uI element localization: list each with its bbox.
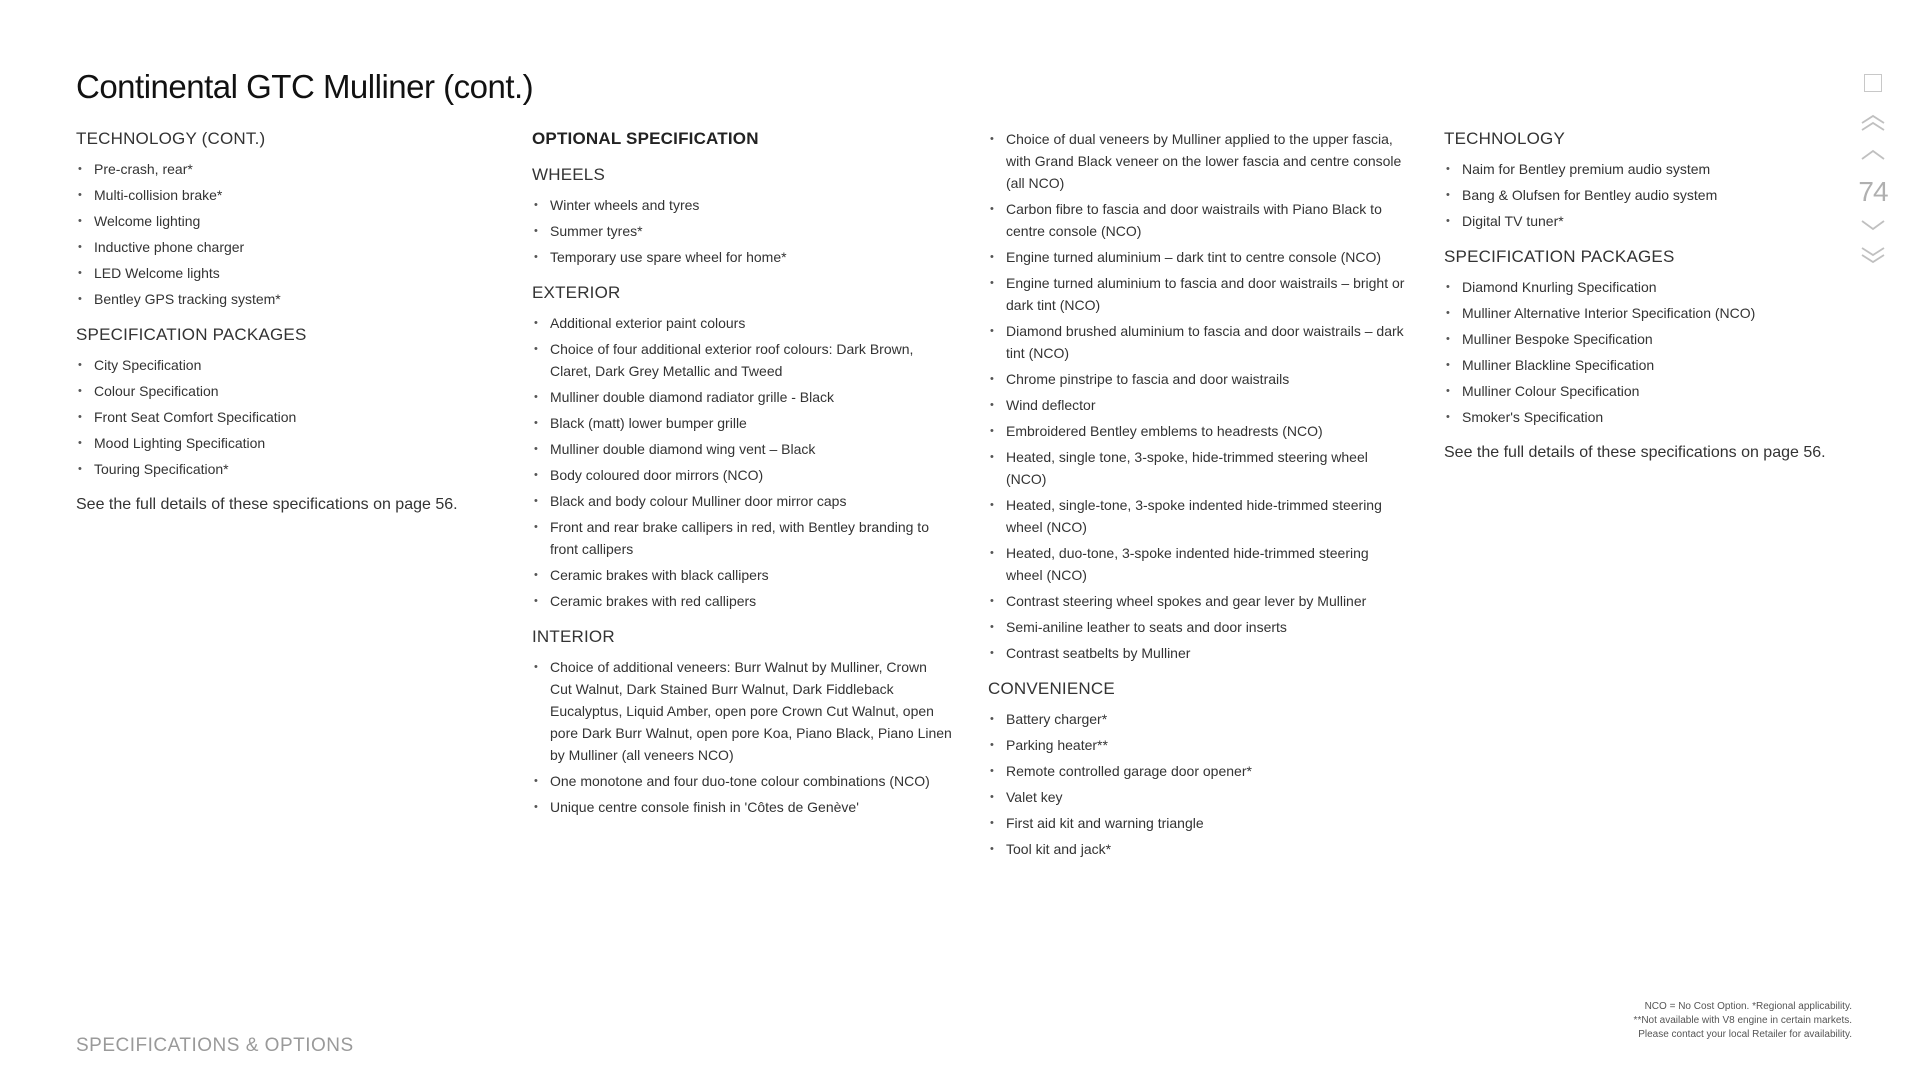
list-item [988,128,1408,194]
wheels-section [532,164,952,268]
bullet-icon: • [990,713,994,725]
chevron-up-icon[interactable] [1859,148,1887,162]
list-item [988,760,1408,782]
list-item [988,642,1408,664]
interior-section [532,626,952,818]
list-item [532,338,952,382]
list-item [988,838,1408,860]
bullet-icon: • [990,739,994,751]
list-item-text: Unique centre console finish in 'Côtes de Genève' [550,799,859,815]
bullet-icon: • [534,569,538,581]
list-item [76,236,496,258]
list-item-text: Contrast steering wheel spokes and gear lever by Mulliner [1006,593,1367,609]
list-item [532,564,952,586]
section-heading: CONVENIENCE [988,679,1115,698]
bullet-icon: • [534,199,538,211]
bullet-list [76,158,496,310]
list-item-text: Valet key [1006,789,1063,805]
list-item-text: Choice of additional veneers: Burr Walnut by Mulliner, Crown Cut Walnut, Dark Stained Burr Walnut, Dark Fiddleback Eucalyptus, Liquid Amber, open pore Crown Cut Walnut, open pore Dark Burr Walnut, open pore Koa, Piano Black, Piano Linen by Mulliner (all veneers NCO) [550,659,952,763]
bullet-icon: • [990,451,994,463]
column-4 [1444,128,1884,464]
chevron-down-icon[interactable] [1859,218,1887,232]
list-item-text: Parking heater** [1006,737,1108,753]
list-item [988,812,1408,834]
bullet-icon: • [78,385,82,397]
bullet-icon: • [1446,359,1450,371]
bullet-list [76,354,496,480]
list-item-text: One monotone and four duo-tone colour combinations (NCO) [550,773,930,789]
bullet-icon: • [1446,281,1450,293]
double-chevron-down-icon[interactable] [1859,246,1887,264]
exterior-section [532,282,952,612]
list-item [1444,406,1884,428]
column-1 [76,128,496,516]
bullet-icon: • [78,437,82,449]
section-heading: INTERIOR [532,627,615,646]
bullet-icon: • [990,325,994,337]
section-heading: EXTERIOR [532,283,621,302]
list-item [988,590,1408,612]
list-item-text: Mood Lighting Specification [94,435,266,451]
list-item [532,386,952,408]
technology-cont-section [76,128,496,310]
bullet-list [1444,158,1884,232]
bullet-icon: • [534,443,538,455]
bullet-icon: • [534,391,538,403]
list-item-text: Chrome pinstripe to fascia and door waistrails [1006,371,1290,387]
section-heading: TECHNOLOGY [1444,129,1566,148]
bullet-icon: • [534,775,538,787]
list-item-text: First aid kit and warning triangle [1006,815,1204,831]
list-item [988,320,1408,364]
double-chevron-up-icon[interactable] [1859,114,1887,132]
list-item [532,656,952,766]
list-item-text: Heated, single tone, 3-spoke, hide-trimmed steering wheel (NCO) [1006,449,1368,487]
list-item [76,380,496,402]
bullet-icon: • [78,163,82,175]
bullet-icon: • [534,469,538,481]
list-item-text: Remote controlled garage door opener* [1006,763,1252,779]
list-item [1444,210,1884,232]
specification-packages-section [1444,246,1884,428]
list-item-text: Contrast seatbelts by Mulliner [1006,645,1191,661]
section-heading: SPECIFICATION PACKAGES [76,325,307,344]
convenience-section [988,678,1408,860]
bullet-icon: • [990,133,994,145]
list-item [1444,184,1884,206]
list-item-text: Touring Specification* [94,461,229,477]
bullet-icon: • [78,215,82,227]
list-item [1444,158,1884,180]
bullet-list [532,656,952,818]
list-item-text: Welcome lighting [94,213,201,229]
list-item-text: Mulliner Blackline Specification [1462,357,1655,373]
footnote [1634,1000,1852,1042]
bullet-icon: • [534,343,538,355]
bullet-icon: • [534,595,538,607]
list-item-text: Choice of dual veneers by Mulliner applied to the upper fascia, with Grand Black veneer on the lower fascia and centre console (all NCO) [1006,131,1402,191]
list-item [988,368,1408,390]
list-item [1444,354,1884,376]
optional-specification-heading: OPTIONAL SPECIFICATION [532,129,759,148]
bullet-icon: • [534,317,538,329]
list-item-text: Semi-aniline leather to seats and door inserts [1006,619,1287,635]
bullet-icon: • [534,495,538,507]
list-item-text: Carbon fibre to fascia and door waistrails with Piano Black to centre console (NCO) [1006,201,1382,239]
list-item [532,412,952,434]
list-item [532,490,952,512]
list-item-text: Inductive phone charger [94,239,245,255]
list-item [988,786,1408,808]
bullet-icon: • [78,359,82,371]
section-heading: WHEELS [532,165,605,184]
list-item-text: Digital TV tuner* [1462,213,1564,229]
list-item [532,464,952,486]
bullet-icon: • [990,547,994,559]
bullet-icon: • [534,417,538,429]
page-number: 74 [1858,176,1888,207]
list-item-text: Naim for Bentley premium audio system [1462,161,1711,177]
list-item [76,210,496,232]
list-item-text: Bang & Olufsen for Bentley audio system [1462,187,1718,203]
technology-section [1444,128,1884,232]
list-item [76,158,496,180]
list-item-text: Black (matt) lower bumper grille [550,415,747,431]
list-item [988,734,1408,756]
page-navigation [1854,74,1892,270]
square-icon[interactable] [1864,74,1882,92]
bullet-icon: • [990,203,994,215]
list-item [1444,302,1884,324]
column-2 [532,128,952,830]
list-item-text: Diamond brushed aluminium to fascia and door waistrails – dark tint (NCO) [1006,323,1404,361]
list-item-text: Mulliner Bespoke Specification [1462,331,1653,347]
list-item [76,354,496,376]
bullet-icon: • [990,595,994,607]
bullet-icon: • [1446,411,1450,423]
list-item [76,406,496,428]
bullet-icon: • [78,241,82,253]
list-item-text: Smoker's Specification [1462,409,1604,425]
list-item [988,494,1408,538]
list-item-text: Mulliner double diamond radiator grille - Black [550,389,835,405]
bullet-list [988,128,1408,664]
bullet-icon: • [78,267,82,279]
list-item-text: Temporary use spare wheel for home* [550,249,787,265]
bullet-icon: • [78,293,82,305]
see-more-link-text: See the full details of these specifications on page 56. [1444,444,1826,461]
list-item-text: City Specification [94,357,202,373]
bullet-icon: • [990,791,994,803]
list-item-text: Embroidered Bentley emblems to headrests (NCO) [1006,423,1323,439]
list-item [532,516,952,560]
bullet-icon: • [990,499,994,511]
list-item [988,272,1408,316]
list-item-text: Pre-crash, rear* [94,161,193,177]
list-item-text: Black and body colour Mulliner door mirror caps [550,493,847,509]
list-item [532,770,952,792]
bullet-icon: • [990,277,994,289]
list-item [76,432,496,454]
list-item-text: Engine turned aluminium to fascia and door waistrails – bright or dark tint (NCO) [1006,275,1405,313]
list-item-text: Engine turned aluminium – dark tint to centre console (NCO) [1006,249,1382,265]
list-item [988,198,1408,242]
list-item [1444,380,1884,402]
bullet-list [988,708,1408,860]
list-item [532,796,952,818]
bullet-icon: • [1446,333,1450,345]
list-item-text: Mulliner Colour Specification [1462,383,1640,399]
footer-section-label: SPECIFICATIONS & OPTIONS [76,1035,354,1056]
list-item [76,262,496,284]
bullet-icon: • [534,801,538,813]
footnote-line: Please contact your local Retailer for availability. [1638,1029,1852,1040]
list-item [988,420,1408,442]
bullet-icon: • [990,765,994,777]
list-item [532,590,952,612]
bullet-icon: • [990,373,994,385]
list-item-text: LED Welcome lights [94,265,220,281]
list-item-text: Additional exterior paint colours [550,315,746,331]
bullet-icon: • [990,621,994,633]
bullet-icon: • [990,425,994,437]
specification-packages-section [76,324,496,480]
bullet-icon: • [1446,163,1450,175]
bullet-icon: • [534,225,538,237]
list-item [988,446,1408,490]
list-item-text: Bentley GPS tracking system* [94,291,281,307]
bullet-icon: • [534,661,538,673]
list-item [1444,276,1884,298]
bullet-icon: • [1446,385,1450,397]
list-item [76,288,496,310]
list-item-text: Mulliner Alternative Interior Specification (NCO) [1462,305,1756,321]
list-item-text: Wind deflector [1006,397,1096,413]
bullet-icon: • [990,647,994,659]
list-item-text: Heated, duo-tone, 3-spoke indented hide-trimmed steering wheel (NCO) [1006,545,1369,583]
list-item-text: Diamond Knurling Specification [1462,279,1657,295]
list-item [532,438,952,460]
list-item-text: Heated, single-tone, 3-spoke indented hide-trimmed steering wheel (NCO) [1006,497,1382,535]
section-heading: SPECIFICATION PACKAGES [1444,247,1675,266]
list-item-text: Battery charger* [1006,711,1108,727]
column-3 [988,128,1408,872]
list-item-text: Winter wheels and tyres [550,197,700,213]
list-item [988,246,1408,268]
list-item-text: Choice of four additional exterior roof colours: Dark Brown, Claret, Dark Grey Metallic and Tweed [550,341,914,379]
list-item [532,312,952,334]
list-item-text: Summer tyres* [550,223,643,239]
list-item [1444,328,1884,350]
list-item [988,542,1408,586]
list-item [76,184,496,206]
list-item [988,616,1408,638]
bullet-list [532,312,952,612]
list-item [988,708,1408,730]
page-title: Continental GTC Mulliner (cont.) [76,68,534,105]
list-item [532,220,952,242]
see-more-link-text: See the full details of these specifications on page 56. [76,496,458,513]
footnote-line: **Not available with V8 engine in certain markets. [1633,1015,1852,1026]
list-item-text: Body coloured door mirrors (NCO) [550,467,764,483]
list-item-text: Mulliner double diamond wing vent – Black [550,441,816,457]
list-item-text: Multi-collision brake* [94,187,223,203]
bullet-icon: • [1446,307,1450,319]
list-item-text: Tool kit and jack* [1006,841,1112,857]
bullet-list [1444,276,1884,428]
list-item [988,394,1408,416]
footnote-line: NCO = No Cost Option. *Regional applicability. [1644,1001,1852,1012]
bullet-icon: • [990,251,994,263]
bullet-icon: • [78,463,82,475]
list-item-text: Ceramic brakes with black callipers [550,567,769,583]
list-item-text: Ceramic brakes with red callipers [550,593,757,609]
bullet-icon: • [1446,215,1450,227]
list-item [532,246,952,268]
interior-cont-section [988,128,1408,664]
bullet-icon: • [1446,189,1450,201]
bullet-icon: • [78,411,82,423]
bullet-icon: • [534,251,538,263]
list-item-text: Front Seat Comfort Specification [94,409,297,425]
list-item [532,194,952,216]
list-item-text: Front and rear brake callipers in red, with Bentley branding to front callipers [550,519,929,557]
bullet-icon: • [990,843,994,855]
section-heading: TECHNOLOGY (CONT.) [76,129,266,148]
bullet-list [532,194,952,268]
bullet-icon: • [78,189,82,201]
list-item-text: Colour Specification [94,383,219,399]
bullet-icon: • [990,817,994,829]
bullet-icon: • [990,399,994,411]
bullet-icon: • [534,521,538,533]
list-item [76,458,496,480]
